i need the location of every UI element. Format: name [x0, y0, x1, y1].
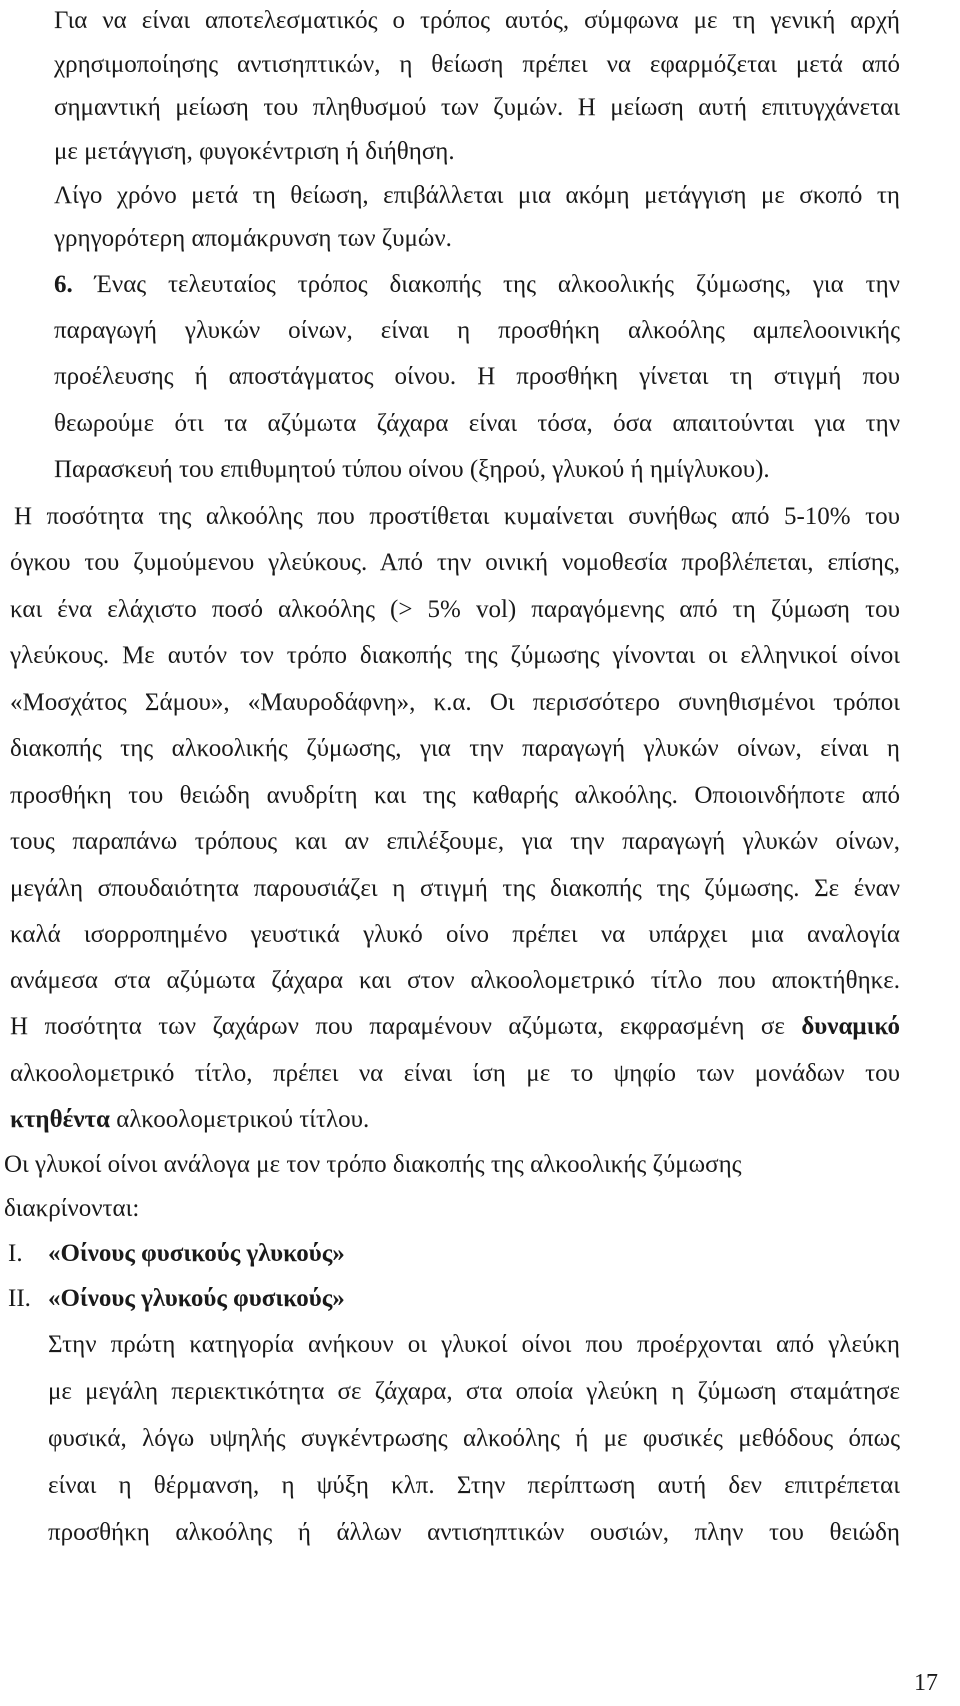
item-number: II.	[8, 1285, 31, 1312]
line-text: Η ποσότητα των ζαχάρων που παραμένουν αζύμωτα, εκφρασμένη σε	[10, 1013, 802, 1040]
text-line: χρησιμοποίησης αντισηπτικών, η θείωση πρέπει να εφαρμόζεται μετά από	[54, 51, 900, 78]
text-line: Οι γλυκοί οίνοι ανάλογα με τον τρόπο διακοπής της αλκοολικής ζύμωσης	[4, 1151, 742, 1178]
text-line: προσθήκη αλκοόλης ή άλλων αντισηπτικών ουσιών, πλην του θειώδη	[48, 1519, 900, 1546]
text-line: «Μοσχάτος Σάμου», «Μαυροδάφνη», κ.α. Οι περισσότερο συνηθισμένοι τρόποι	[10, 689, 900, 716]
item-text: «Οίνους γλυκούς φυσικούς»	[48, 1285, 345, 1312]
line-text: αλκοολομετρικού τίτλου.	[109, 1106, 370, 1133]
text-line: διακρίνονται:	[4, 1195, 140, 1222]
text-line: ανάμεσα στα αζύμωτα ζάχαρα και στον αλκοολομετρικό τίτλο που αποκτήθηκε.	[10, 967, 900, 994]
text-line	[10, 1105, 369, 1135]
text-line: με μεγάλη περιεκτικότητα σε ζάχαρα, στα οποία γλεύκη η ζύμωση σταμάτησε	[48, 1378, 900, 1405]
text-line: Για να είναι αποτελεσματικός ο τρόπος αυτός, σύμφωνα με τη γενική αρχή	[54, 7, 900, 34]
list-item-ii	[8, 1284, 345, 1314]
text-line: Στην πρώτη κατηγορία ανήκουν οι γλυκοί οίνοι που προέρχονται από γλεύκη	[48, 1331, 900, 1358]
text-line: με μετάγγιση, φυγοκέντριση ή διήθηση.	[54, 138, 455, 165]
text-line: όγκου του ζυμούμενου γλεύκους. Από την οινική νομοθεσία προβλέπεται, επίσης,	[10, 549, 900, 576]
text-line	[10, 1012, 900, 1042]
text-line: γλεύκους. Με αυτόν τον τρόπο διακοπής της ζύμωσης γίνονται οι ελληνικοί οίνοι	[10, 642, 900, 669]
bold-term: κτηθέντα	[10, 1106, 110, 1133]
text-line: προέλευσης ή αποστάγματος οίνου. Η προσθήκη γίνεται τη στιγμή που	[54, 363, 900, 390]
text-line: και ένα ελάχιστο ποσό αλκοόλης (> 5% vol) παραγόμενης από τη ζύμωση του	[10, 596, 900, 623]
item-number: 6.	[54, 271, 73, 298]
bold-term: δυναμικό	[801, 1013, 900, 1040]
text-line: σημαντική μείωση του πληθυσμού των ζυμών. Η μείωση αυτή επιτυγχάνεται	[54, 94, 900, 121]
text-line: θεωρούμε ότι τα αζύμωτα ζάχαρα είναι τόσα, όσα απαιτούνται για την	[54, 410, 900, 437]
text-line: τους παραπάνω τρόπους και αν επιλέξουμε, για την παραγωγή γλυκών οίνων,	[10, 828, 900, 855]
text-line: αλκοολομετρικό τίτλο, πρέπει να είναι ίση με το ψηφίο των μονάδων του	[10, 1060, 900, 1087]
list-item-6	[54, 270, 900, 300]
item-text: «Οίνους φυσικούς γλυκούς»	[48, 1240, 345, 1267]
list-item-i	[8, 1239, 345, 1269]
text-line: Παρασκευή του επιθυμητού τύπου οίνου (ξηρού, γλυκού ή ημίγλυκου).	[54, 456, 770, 483]
text-line: γρηγορότερη απομάκρυνση των ζυμών.	[54, 225, 452, 252]
text-line: είναι η θέρμανση, η ψύξη κλπ. Στην περίπτωση αυτή δεν επιτρέπεται	[48, 1472, 900, 1499]
text-line: Λίγο χρόνο μετά τη θείωση, επιβάλλεται μια ακόμη μετάγγιση με σκοπό τη	[54, 182, 900, 209]
text-line: μεγάλη σπουδαιότητα παρουσιάζει η στιγμή της διακοπής της ζύμωσης. Σε έναν	[10, 875, 900, 902]
text-line: Η ποσότητα της αλκοόλης που προστίθεται κυμαίνεται συνήθως από 5-10% του	[14, 503, 900, 530]
text-line: προσθήκη του θειώδη ανυδρίτη και της καθαρής αλκοόλης. Οποιοινδήποτε από	[10, 782, 900, 809]
item-text: Ένας τελευταίος τρόπος διακοπής της αλκοολικής ζύμωσης, για την	[72, 271, 900, 298]
text-line: διακοπής της αλκοολικής ζύμωσης, για την παραγωγή γλυκών οίνων, είναι η	[10, 735, 900, 762]
text-line: καλά ισορροπημένο γευστικά γλυκό οίνο πρέπει να υπάρχει μια αναλογία	[10, 921, 900, 948]
item-number: I.	[8, 1240, 23, 1267]
text-line: παραγωγή γλυκών οίνων, είναι η προσθήκη αλκοόλης αμπελοοινικής	[54, 317, 900, 344]
page-number: 17	[914, 1670, 938, 1696]
text-line: φυσικά, λόγω υψηλής συγκέντρωσης αλκοόλης ή με φυσικές μεθόδους όπως	[48, 1425, 900, 1452]
